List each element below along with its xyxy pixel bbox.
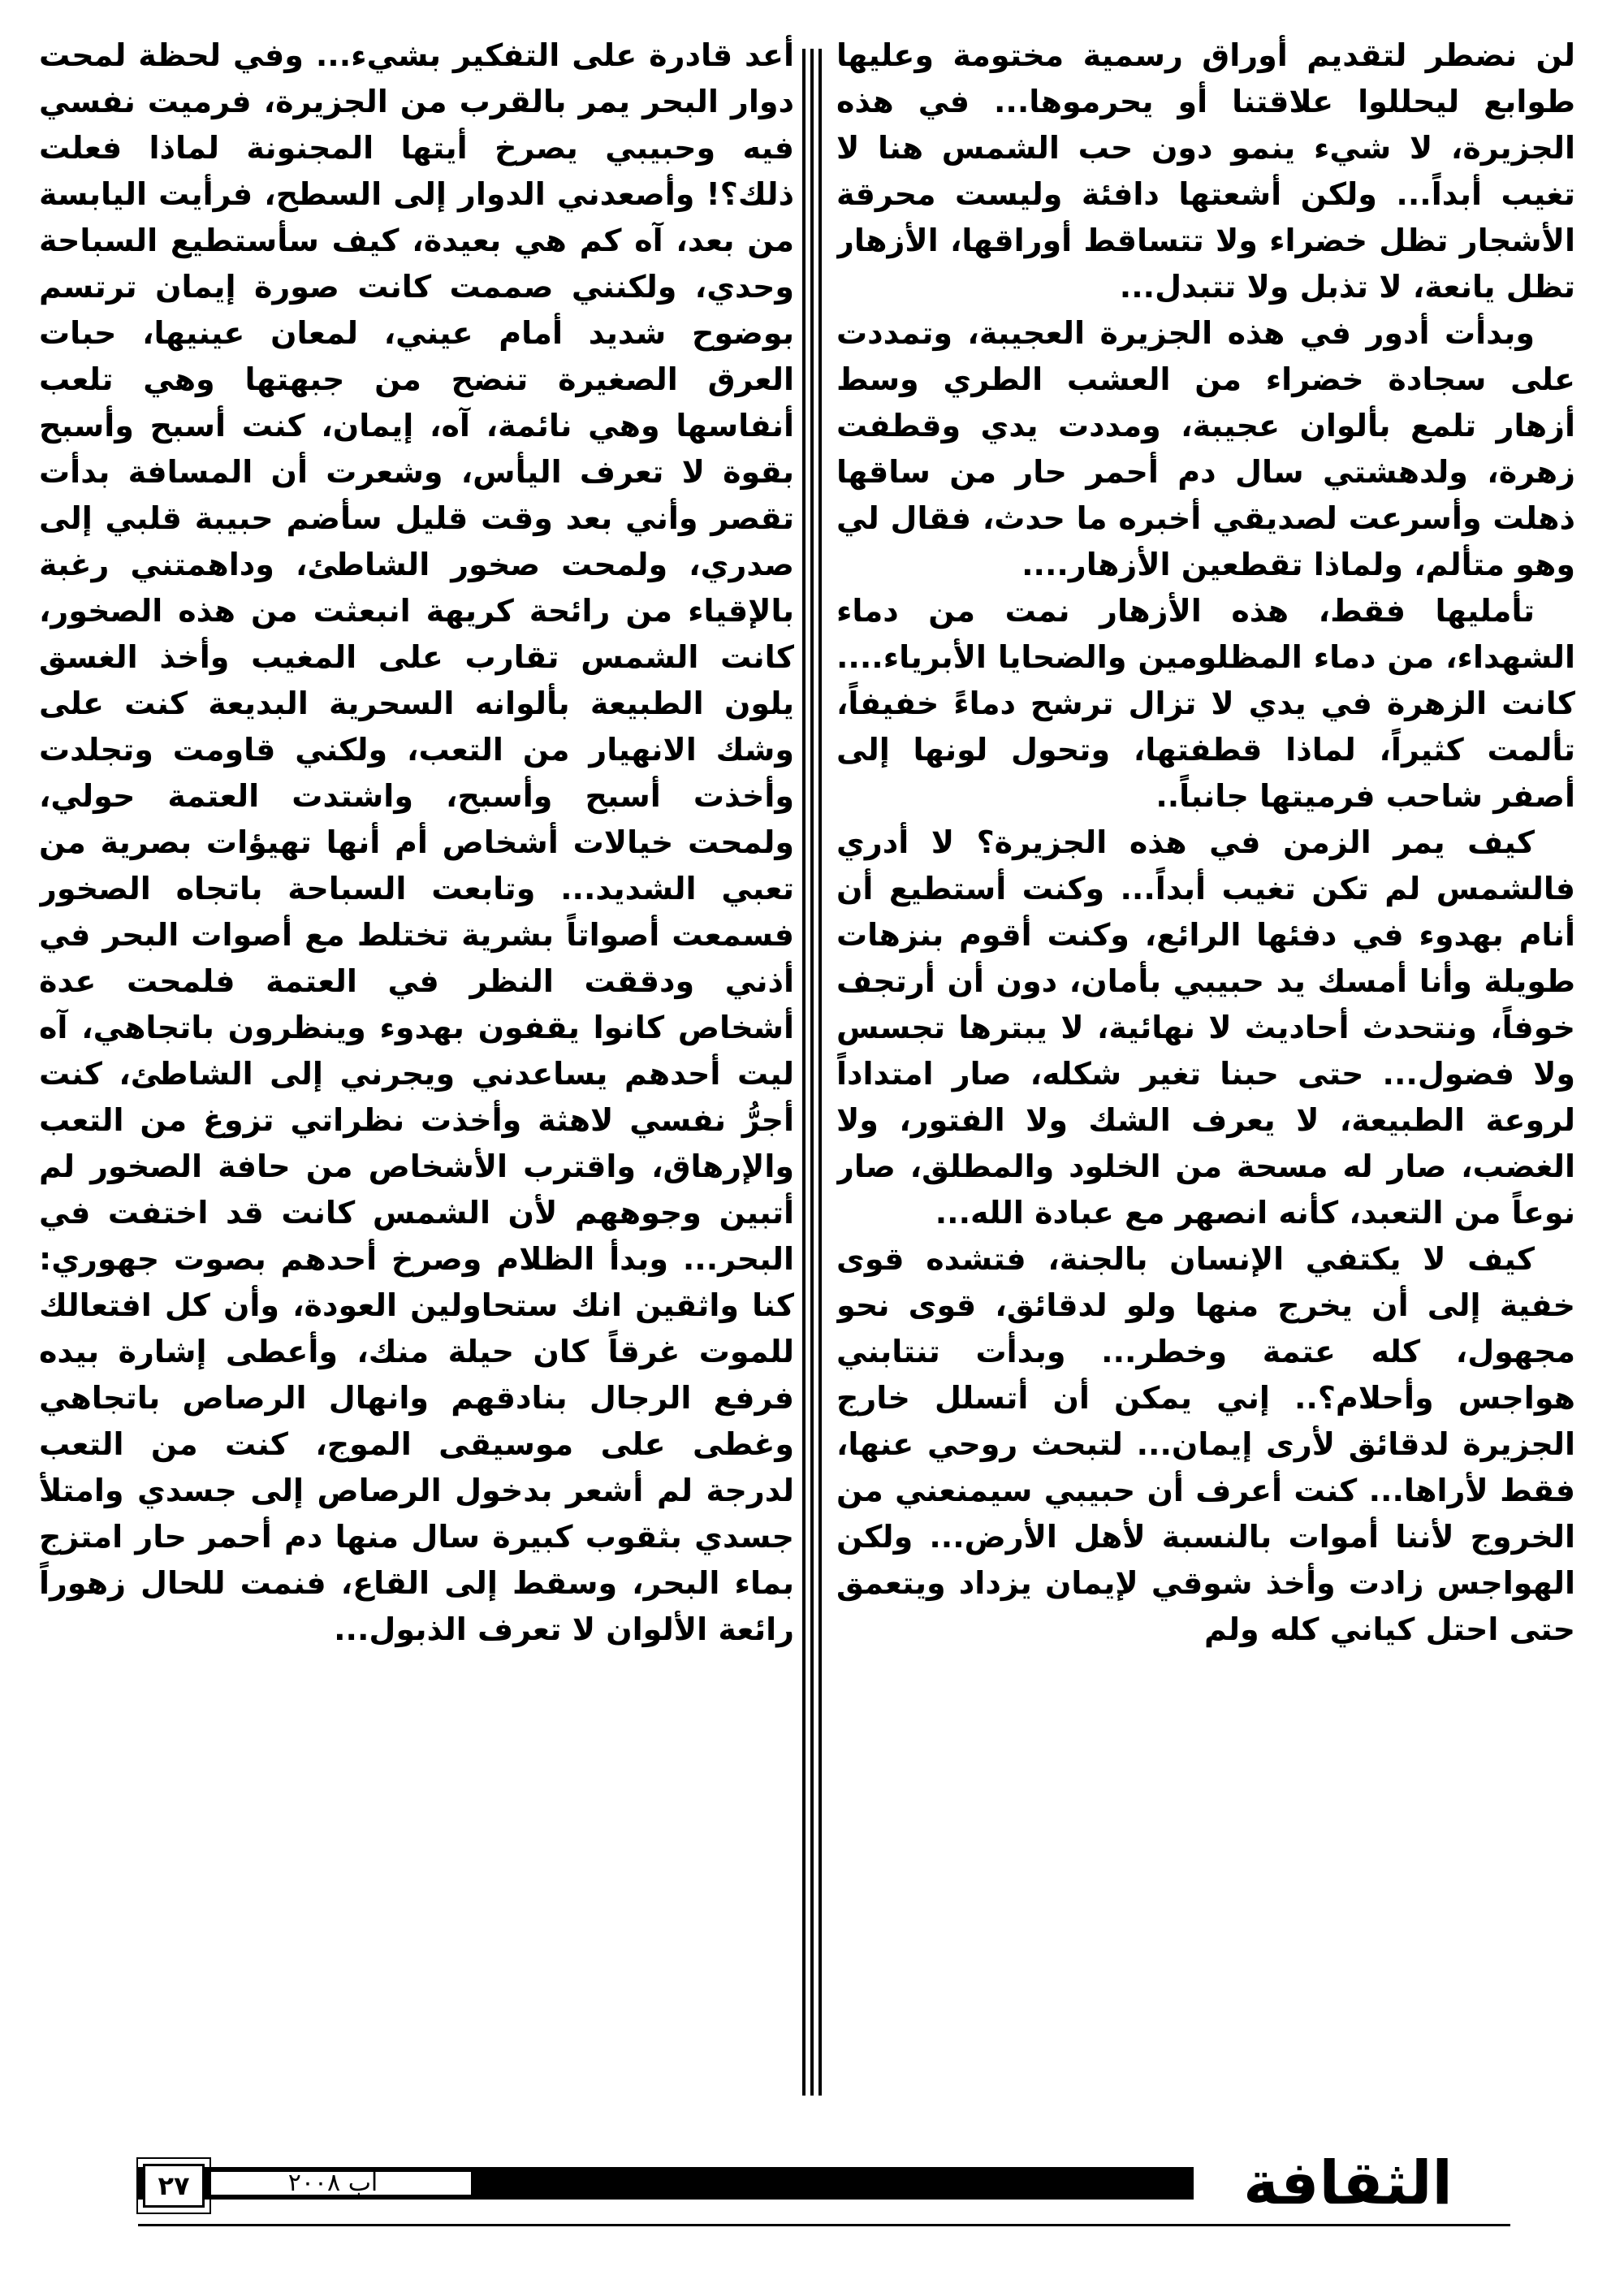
divider-rule	[818, 49, 822, 2096]
page-number: ٢٧	[143, 2164, 205, 2208]
paragraph: كيف لا يكتفي الإنسان بالجنة، فتشده قوى خفية إلى أن يخرج منها ولو لدقائق، قوى نحو مجهول، كله عتمة وخطر... وبدأت تنتابني هواجس وأحلام؟.. إني يمكن أن أتسلل خارج الجزيرة لدقائق لأرى إيمان... لتبحث روحي عنها، فقط لأراها... كنت أعرف أن حبيبي سيمنعني من الخروج لأننا أموات بالنسبة لأهل الأرض... ولكن الهواجس زادت وأخذ شوقي لإيمان يزداد ويتعمق حتى احتل كياني كله ولم	[836, 1241, 1575, 1647]
left-text-column	[39, 32, 794, 2112]
paragraph: لن نضطر لتقديم أوراق رسمية مختومة وعليها طوابع ليحللوا علاقتنا أو يحرموها... في هذه الجزيرة، لا شيء ينمو دون حب الشمس هنا لا تغيب أبداً... ولكن أشعتها دافئة وليست محرقة الأشجار تظل خضراء ولا تتساقط أوراقها، الأزهار تظل يانعة، لا تذبل ولا تتبدل...	[836, 37, 1575, 305]
paragraph: كيف يمر الزمن في هذه الجزيرة؟ لا أدري فالشمس لم تكن تغيب أبداً... وكنت أستطيع أن أنام بهدوء في دفئها الرائع، وكنت أقوم بنزهات طويلة وأنا أمسك يد حبيبي بأمان، دون أن أرتجف خوفاً، ونتحدث أحاديث لا نهائية، لا يبترها تجسس ولا فضول... حتى حبنا تغير شكله، صار امتداداً لروعة الطبيعة، لا يعرف الشك ولا الفتور، ولا الغضب، صار له مسحة من الخلود والمطلق، صار نوعاً من التعبد، كأنه انصهر مع عبادة الله...	[836, 824, 1575, 1231]
paragraph: تأمليها فقط، هذه الأزهار نمت من دماء الشهداء، من دماء المظلومين والضحايا الأبرياء.... كانت الزهرة في يدي لا تزال ترشح دماءً خفيفاً، تألمت كثيراً، لماذا قطفتها، وتحول لونها إلى أصفر شاحب فرميتها جانباً..	[836, 593, 1575, 814]
column-divider	[797, 49, 830, 2096]
paragraph: وبدأت أدور في هذه الجزيرة العجيبة، وتمددت على سجادة خضراء من العشب الطري وسط أزهار تلمع بألوان عجيبة، ومددت يدي وقطفت زهرة، ولدهشتي سال دم أحمر حار من ساقها ذهلت وأسرعت لصديقي أخبره ما حدث، فقال لي وهو متألم، ولماذا تقطعين الأزهار....	[836, 315, 1575, 582]
divider-rule	[802, 49, 806, 2096]
page-footer	[0, 2136, 1624, 2234]
footer-bottom-rule	[138, 2224, 1510, 2226]
paragraph: أعد قادرة على التفكير بشيء... وفي لحظة لمحت دوار البحر يمر بالقرب من الجزيرة، فرميت نفسي فيه وحبيبي يصرخ أيتها المجنونة لماذا فعلت ذلك؟! وأصعدني الدوار إلى السطح، فرأيت اليابسة من بعد، آه كم هي بعيدة، كيف سأستطيع السباحة وحدي، ولكنني صممت كانت صورة إيمان ترتسم بوضوح شديد أمام عيني، لمعان عينيها، حبات العرق الصغيرة تنضح من جبهتها وهي تلعب أنفاسها وهي نائمة، آه، إيمان، كنت أسبح وأسبح بقوة لا تعرف اليأس، وشعرت أن المسافة بدأت تقصر وأني بعد وقت قليل سأضم حبيبة قلبي إلى صدري، ولمحت صخور الشاطئ، وداهمتني رغبة بالإقياء من رائحة كريهة انبعثت من هذه الصخور، كانت الشمس تقارب على المغيب وأخذ الغسق يلون الطبيعة بألوانه السحرية البديعة كنت على وشك الانهيار من التعب، ولكني قاومت وتجلدت وأخذت أسبح وأسبح، واشتدت العتمة حولي، ولمحت خيالات أشخاص أم أنها تهيؤات بصرية من تعبي الشديد... وتابعت السباحة باتجاه الصخور فسمعت أصواتاً بشرية تختلط مع أصوات البحر في أذني ودققت النظر في العتمة فلمحت عدة أشخاص كانوا يقفون بهدوء وينظرون باتجاهي، آه ليت أحدهم يساعدني ويجرني إلى الشاطئ، كنت أجرُّ نفسي لاهثة وأخذت نظراتي تزوغ من التعب والإرهاق، واقترب الأشخاص من حافة الصخور لم أتبين وجوههم لأن الشمس كانت قد اختفت في البحر... وبدأ الظلام وصرخ أحدهم بصوت جهوري: كنا واثقين انك ستحاولين العودة، وأن كل افتعالك للموت غرقاً كان حيلة منك، وأعطى إشارة بيده فرفع الرجال بنادقهم وانهال الرصاص باتجاهي وغطى على موسيقى الموج، كنت من التعب لدرجة لم أشعر بدخول الرصاص إلى جسدي وامتلأ جسدي بثقوب كبيرة سال منها دم أحمر حار امتزج بماء البحر، وسقط إلى القاع، فنمت للحال زهوراً رائعة الألوان لا تعرف الذبول...	[39, 37, 794, 1647]
issue-date: آب ٢٠٠٨	[287, 2169, 378, 2197]
divider-rule	[810, 49, 814, 2096]
magazine-logo: الثقافة	[1194, 2144, 1502, 2222]
right-text-column	[836, 32, 1575, 2112]
